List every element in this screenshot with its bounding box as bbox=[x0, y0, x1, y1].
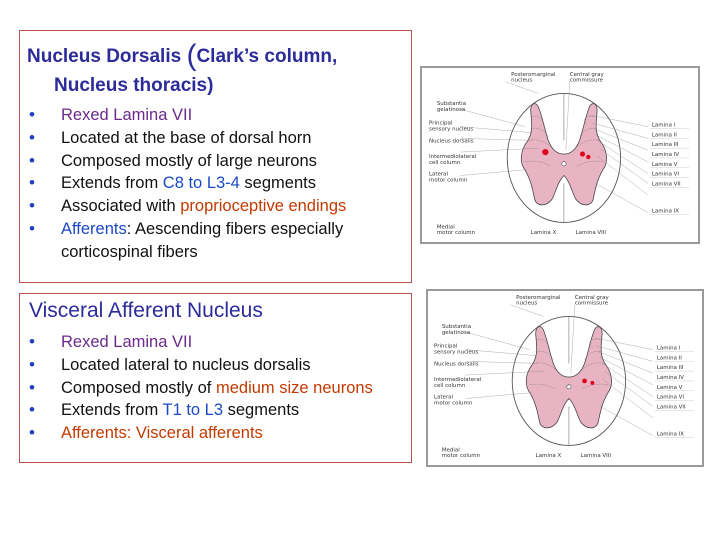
visceral-afferent-bullets bbox=[28, 331, 408, 445]
bullet-item bbox=[28, 377, 408, 400]
bullet-dot-icon: • bbox=[29, 173, 35, 193]
label-lateral-motor-column: motor column bbox=[434, 400, 473, 407]
nucleus-highlight bbox=[582, 379, 587, 384]
bullet-dot-icon: • bbox=[29, 150, 35, 170]
bullet-text: Composed mostly of bbox=[61, 378, 216, 397]
label-cell-column: cell column bbox=[429, 159, 461, 166]
nucleus-dorsalis-title bbox=[27, 39, 338, 72]
label-lamina-x: Lamina X bbox=[530, 230, 557, 237]
bullet-item bbox=[28, 331, 408, 354]
label-lamina: Lamina II bbox=[656, 355, 682, 362]
label-lamina: Lamina I bbox=[656, 345, 681, 352]
label-central-gray: Central gray bbox=[569, 71, 604, 78]
label-substantia: Substantia bbox=[436, 101, 467, 108]
label-lamina-viii: Lamina VIII bbox=[575, 230, 607, 237]
label-nucleus-dorsalis: Nucleus dorsalis bbox=[434, 361, 479, 368]
label-lamina-viii: Lamina VIII bbox=[580, 453, 612, 460]
label-lamina: Lamina IV bbox=[656, 374, 685, 381]
spinal-cord-diagram-top bbox=[420, 66, 700, 244]
title-paren: ( bbox=[186, 39, 197, 72]
bullet-text: proprioceptive endings bbox=[180, 197, 347, 216]
label-lamina: Lamina III bbox=[651, 142, 679, 149]
label-lamina: Lamina VII bbox=[651, 181, 681, 188]
bullet-item bbox=[28, 399, 408, 422]
bullet-text: Rexed Lamina VII bbox=[61, 333, 193, 351]
label-lamina: Lamina V bbox=[656, 384, 683, 391]
label-posteromarginal: Posteromarginal bbox=[511, 71, 556, 78]
label-posteromarginal-nucleus: nucleus bbox=[511, 77, 533, 84]
bullet-dot-icon: • bbox=[29, 218, 35, 238]
bullet-dot-icon: • bbox=[29, 400, 35, 420]
bullet-item bbox=[28, 172, 408, 195]
bullet-item bbox=[28, 150, 408, 173]
nucleus-dorsalis-box bbox=[19, 30, 412, 283]
bullet-item bbox=[28, 354, 408, 377]
bullet-text: medium size neurons bbox=[215, 378, 373, 397]
bullet-text: Located lateral to nucleus dorsalis bbox=[61, 355, 311, 374]
label-lamina: Lamina IX bbox=[656, 431, 685, 438]
label-lamina: Lamina IX bbox=[651, 208, 680, 215]
label-commissure: commissure bbox=[574, 300, 608, 307]
nucleus-highlight bbox=[542, 149, 548, 155]
nucleus-highlight bbox=[586, 155, 590, 159]
label-nucleus-dorsalis: Nucleus dorsalis bbox=[429, 138, 474, 145]
label-lamina: Lamina VI bbox=[651, 171, 680, 178]
title-rest: Clark’s column, bbox=[196, 46, 338, 67]
label-gelatinosa: gelatinosa bbox=[441, 330, 471, 337]
label-lamina: Lamina II bbox=[651, 132, 677, 139]
nucleus-dorsalis-title-line2: Nucleus thoracis) bbox=[54, 75, 214, 96]
bullet-item bbox=[28, 422, 408, 445]
bullet-text: Located at the base of dorsal horn bbox=[61, 128, 312, 147]
label-lateral-motor-column: motor column bbox=[429, 177, 468, 184]
bullet-text: Afferents bbox=[61, 424, 127, 443]
bullet-text: C8 to L3-4 bbox=[162, 174, 240, 193]
bullet-text: Extends from bbox=[61, 401, 163, 420]
bullet-text: Rexed Lamina VII bbox=[61, 106, 193, 124]
label-lateral: Lateral bbox=[434, 394, 454, 401]
bullet-dot-icon: • bbox=[29, 196, 35, 216]
bullet-text: Composed mostly of large neurons bbox=[61, 151, 317, 170]
bullet-dot-icon: • bbox=[29, 377, 35, 397]
nucleus-highlight bbox=[590, 381, 594, 385]
bullet-dot-icon: • bbox=[29, 354, 35, 374]
leader-line bbox=[465, 332, 530, 350]
label-central-gray: Central gray bbox=[574, 294, 609, 301]
bullet-text: : Aescending fibers especially corticospinal fibers bbox=[61, 219, 344, 261]
spinal-cord-cross-section bbox=[422, 68, 698, 242]
bullet-text: Associated with bbox=[61, 197, 181, 216]
bullet-dot-icon: • bbox=[29, 423, 35, 443]
visceral-afferent-box bbox=[19, 293, 412, 463]
label-cell-column: cell column bbox=[434, 382, 466, 389]
central-canal bbox=[567, 385, 571, 389]
label-medial: Medial bbox=[441, 447, 460, 454]
label-lamina: Lamina VII bbox=[656, 404, 686, 411]
label-gelatinosa: gelatinosa bbox=[436, 107, 466, 114]
bullet-item bbox=[28, 195, 408, 218]
label-lamina-x: Lamina X bbox=[535, 453, 562, 460]
label-lamina: Lamina VI bbox=[656, 394, 685, 401]
label-medial-motor-column: motor column bbox=[441, 453, 481, 460]
bullet-text: segments bbox=[239, 174, 316, 193]
label-principal: Principal bbox=[429, 120, 453, 127]
label-sensory-nucleus: sensory nucleus bbox=[429, 126, 474, 133]
nucleus-highlight bbox=[580, 151, 585, 156]
label-commissure: commissure bbox=[569, 77, 603, 84]
bullet-text: : Visceral afferents bbox=[126, 424, 263, 443]
label-lateral: Lateral bbox=[429, 171, 449, 178]
label-lamina: Lamina III bbox=[656, 365, 684, 372]
label-lamina: Lamina V bbox=[651, 161, 678, 168]
label-posteromarginal: Posteromarginal bbox=[516, 294, 561, 301]
label-intermediolateral: Intermediolateral bbox=[434, 376, 482, 383]
label-intermediolateral: Intermediolateral bbox=[429, 153, 477, 160]
label-medial-motor-column: motor column bbox=[436, 230, 476, 237]
leader-line bbox=[460, 109, 525, 127]
label-sensory-nucleus: sensory nucleus bbox=[434, 349, 479, 356]
label-posteromarginal-nucleus: nucleus bbox=[516, 300, 538, 307]
central-canal bbox=[562, 162, 566, 166]
bullet-dot-icon: • bbox=[29, 332, 35, 351]
nucleus-dorsalis-bullets bbox=[28, 104, 408, 264]
visceral-afferent-title: Visceral Afferent Nucleus bbox=[29, 299, 263, 322]
bullet-item bbox=[28, 104, 408, 127]
bullet-dot-icon: • bbox=[29, 127, 35, 147]
label-substantia: Substantia bbox=[441, 324, 472, 331]
bullet-text: Afferents bbox=[61, 219, 127, 238]
label-lamina: Lamina I bbox=[651, 122, 676, 129]
bullet-item bbox=[28, 127, 408, 150]
spinal-cord-diagram-bottom bbox=[426, 289, 704, 467]
title-main: Nucleus Dorsalis bbox=[27, 46, 187, 67]
label-principal: Principal bbox=[434, 343, 458, 350]
bullet-text: T1 to L3 bbox=[162, 401, 224, 420]
label-lamina: Lamina IV bbox=[651, 151, 680, 158]
bullet-text: Extends from bbox=[61, 174, 163, 193]
bullet-dot-icon: • bbox=[29, 105, 35, 124]
spinal-cord-cross-section bbox=[428, 291, 702, 465]
label-medial: Medial bbox=[436, 224, 455, 231]
bullet-text: segments bbox=[223, 401, 300, 420]
bullet-item bbox=[28, 218, 408, 264]
